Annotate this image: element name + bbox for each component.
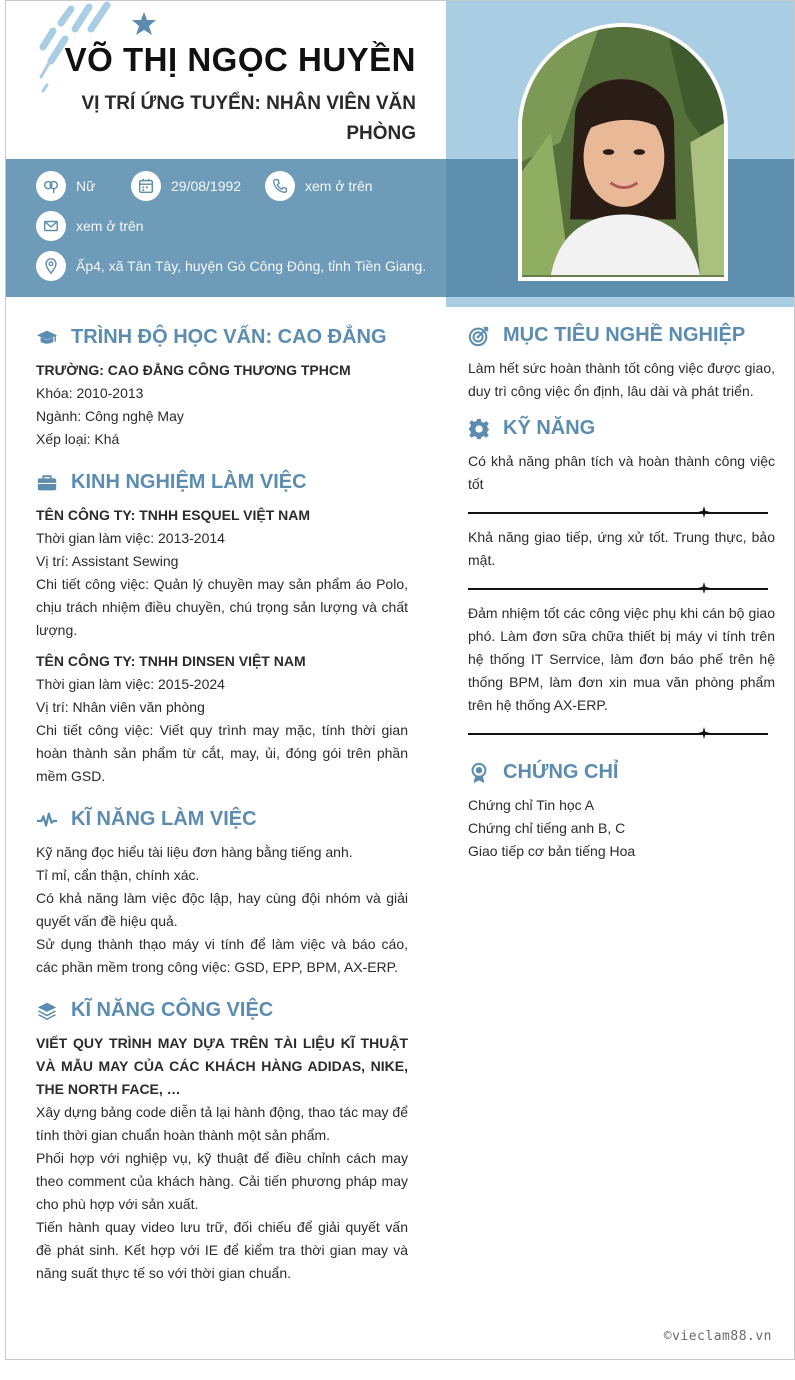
- job-time: Thời gian làm việc: 2015-2024: [36, 676, 225, 692]
- job-role: Vị trí: Nhân viên văn phòng: [36, 699, 205, 715]
- work-skills-title: KĨ NĂNG LÀM VIỆC: [71, 808, 257, 830]
- skill-item: Đảm nhiệm tốt các công việc phụ khi cán bộ giao phó. Làm đơn sữa chữa thiết bị máy vi tính trên hệ thống IT Serrvice, làm đơn báo phế trên hệ thống BPM, làm đơn xin mua văn phòng phẩm trên hệ thống AX-ERP.: [468, 605, 775, 713]
- info-phone: [265, 171, 373, 201]
- star-icon: [131, 11, 157, 37]
- experience-heading: [36, 471, 408, 494]
- job-skills-lead: VIẾT QUY TRÌNH MAY DỰA TRÊN TÀI LIỆU KĨ THUẬT VÀ MẪU MAY CỦA CÁC KHÁCH HÀNG ADIDAS, NIKE, THE NORTH FACE, …: [36, 1035, 408, 1097]
- list-item: Có khả năng làm việc độc lập, hay cùng đội nhóm và giải quyết vấn đề hiệu quả.: [36, 890, 408, 929]
- objective-text: Làm hết sức hoàn thành tốt công việc được giao, duy trì công việc ổn định, lâu dài và phát triển.: [468, 360, 775, 399]
- address-value: Ấp4, xã Tân Tây, huyện Gò Công Đông, tỉnh Tiền Giang.: [76, 258, 427, 274]
- divider: [468, 580, 775, 596]
- job-company: TÊN CÔNG TY: TNHH DINSEN VIỆT NAM: [36, 653, 306, 669]
- objective-heading: [468, 324, 775, 347]
- right-column: [468, 324, 775, 883]
- award-ribbon-icon: [468, 762, 490, 784]
- school-name: TRƯỜNG: CAO ĐẲNG CÔNG THƯƠNG TPHCM: [36, 362, 351, 378]
- gender-value: Nữ: [76, 178, 96, 194]
- objective-title: MỤC TIÊU NGHỀ NGHIỆP: [503, 324, 746, 346]
- skills-section: [468, 417, 775, 741]
- job-entry: [36, 504, 408, 642]
- profile-photo: [518, 23, 728, 281]
- candidate-name: VÕ THỊ NGỌC HUYỀN: [64, 41, 416, 78]
- phone-icon: [265, 171, 295, 201]
- phone-value: xem ở trên: [305, 178, 373, 194]
- objective-section: [468, 324, 775, 403]
- education-term: Khóa: 2010-2013: [36, 385, 144, 401]
- certificate-item: Chứng chỉ tiếng anh B, C: [468, 820, 626, 836]
- watermark: ©vieclam88.vn: [663, 1329, 772, 1344]
- skills-heading: [468, 417, 775, 440]
- certificates-section: [468, 761, 775, 863]
- list-item: Kỹ năng đọc hiểu tài liệu đơn hàng bằng tiếng anh.: [36, 844, 353, 860]
- info-address: [36, 251, 426, 281]
- work-skills-heading: [36, 808, 408, 831]
- birthday-value: 29/08/1992: [171, 178, 242, 194]
- job-skills-title: KĨ NĂNG CÔNG VIỆC: [71, 999, 274, 1021]
- mail-icon: [36, 211, 66, 241]
- experience-title: KINH NGHIỆM LÀM VIỆC: [71, 471, 307, 493]
- job-skills-section: [36, 999, 408, 1285]
- certificates-title: CHỨNG CHỈ: [503, 761, 619, 783]
- graduation-cap-icon: [36, 327, 58, 349]
- list-item: Phối hợp với nghiệp vụ, kỹ thuật để điều chỉnh cách may theo comment của khách hàng. Cải tiến phương pháp may cho phù hợp với sản xuất.: [36, 1150, 408, 1212]
- skill-item: Có khả năng phân tích và hoàn thành công việc tốt: [468, 453, 775, 492]
- job-detail: Chi tiết công việc: Viết quy trình may mặc, tính thời gian hoàn thành sản phẩm từ cắt, may, ủi, đóng gói trên phần mềm GSD.: [36, 722, 408, 784]
- skills-title: KỸ NĂNG: [503, 417, 596, 439]
- job-company: TÊN CÔNG TY: TNHH ESQUEL VIỆT NAM: [36, 507, 311, 523]
- list-item: Xây dựng bảng code diễn tả lại hành động, thao tác may để tính thời gian chuẩn hoàn thành một sản phẩm.: [36, 1104, 408, 1143]
- skill-item: Khả năng giao tiếp, ứng xử tốt. Trung thực, bảo mật.: [468, 529, 775, 568]
- education-title: TRÌNH ĐỘ HỌC VẤN: CAO ĐẲNG: [71, 326, 387, 348]
- experience-section: [36, 471, 408, 788]
- job-entry: [36, 650, 408, 788]
- divider: [468, 725, 775, 741]
- job-role: Vị trí: Assistant Sewing: [36, 553, 179, 569]
- education-heading: [36, 326, 408, 349]
- list-item: Tỉ mỉ, cẩn thận, chính xác.: [36, 867, 200, 883]
- job-detail: Chi tiết công việc: Quản lý chuyền may sản phẩm áo Polo, chịu trách nhiệm điều chuyền, chú trọng sản lượng và chất lượng.: [36, 576, 408, 638]
- info-gender: [36, 171, 95, 201]
- education-section: [36, 326, 408, 451]
- info-birthday: [131, 171, 241, 201]
- location-pin-icon: [36, 251, 66, 281]
- job-skills-heading: [36, 999, 408, 1022]
- gender-icon: [36, 171, 66, 201]
- gear-icon: [468, 418, 490, 440]
- certificate-item: Chứng chỉ Tin học A: [468, 797, 595, 813]
- layers-icon: [36, 1000, 58, 1022]
- work-skills-section: [36, 808, 408, 979]
- email-value: xem ở trên: [76, 218, 144, 234]
- education-major: Ngành: Công nghệ May: [36, 408, 184, 424]
- calendar-icon: [131, 171, 161, 201]
- list-item: Tiến hành quay video lưu trữ, đối chiếu để giải quyết vấn đề phát sinh. Kết hợp với IE để kiểm tra thời gian may và năng suất thực tế so với thời gian chuẩn.: [36, 1219, 408, 1281]
- applied-position: VỊ TRÍ ỨNG TUYỂN: NHÂN VIÊN VĂN PHÒNG: [81, 93, 416, 144]
- list-item: Sử dụng thành thạo máy vi tính để làm việc và báo cáo, các phần mềm trong công việc: GSD, EPP, BPM, AX-ERP.: [36, 936, 408, 975]
- target-icon: [468, 325, 490, 347]
- divider: [468, 504, 775, 520]
- job-time: Thời gian làm việc: 2013-2014: [36, 530, 225, 546]
- pulse-icon: [36, 809, 58, 831]
- info-email: [36, 211, 144, 241]
- left-column: [36, 326, 408, 1305]
- certificates-heading: [468, 761, 775, 784]
- education-grade: Xếp loại: Khá: [36, 431, 120, 447]
- resume-page: [5, 0, 795, 1360]
- certificate-item: Giao tiếp cơ bản tiếng Hoa: [468, 843, 636, 859]
- briefcase-icon: [36, 472, 58, 494]
